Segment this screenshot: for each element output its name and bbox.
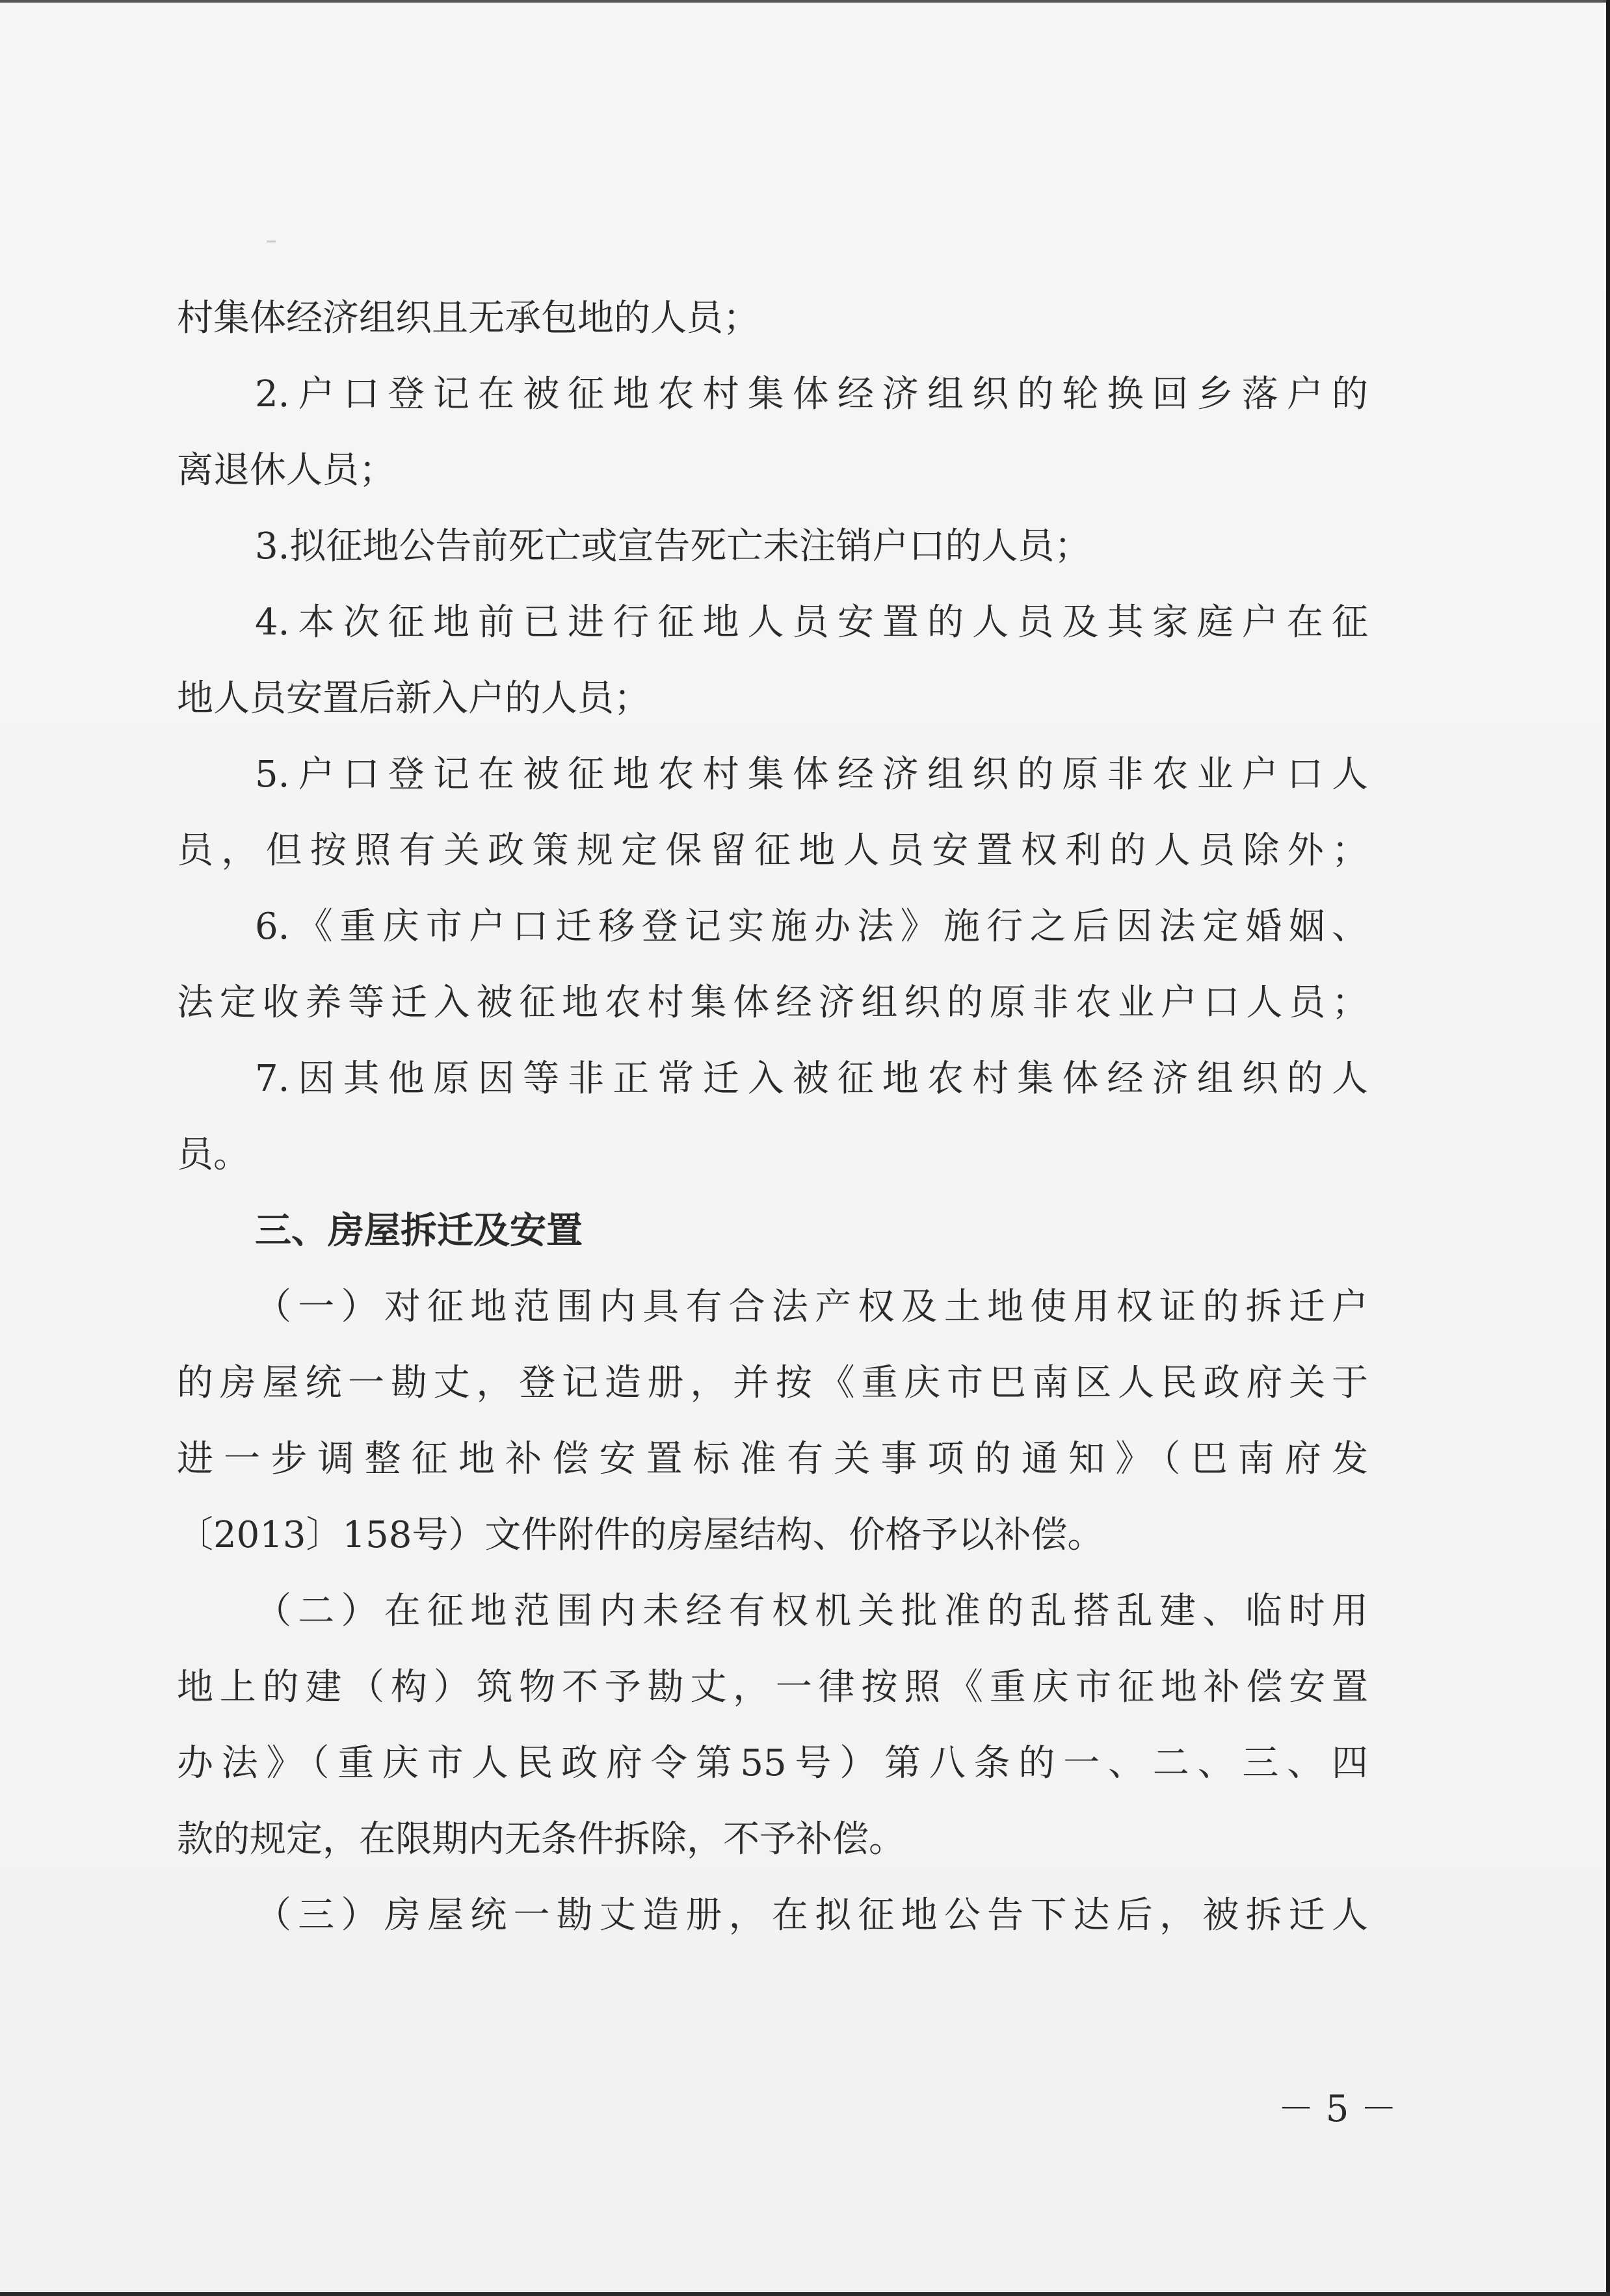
section-heading: 三、房屋拆迁及安置 xyxy=(255,1210,583,1252)
paragraph-2-line-1: （二）在征地范围内未经有权机关批准的乱搭乱建、临时用 xyxy=(255,1590,1368,1632)
list-item-5-line-2: 员，但按照有关政策规定保留征地人员安置权利的人员除外； xyxy=(177,829,1368,872)
scan-edge-bottom xyxy=(0,2292,1610,2296)
list-item-2-line-2: 离退休人员； xyxy=(177,449,395,491)
scan-edge-top xyxy=(0,0,1610,3)
list-item-5-line-1: 5.户口登记在被征地农村集体经济组织的原非农业户口人 xyxy=(255,753,1368,796)
list-item-6-line-2: 法定收养等迁入被征地农村集体经济组织的原非农业户口人员； xyxy=(177,982,1368,1024)
paragraph-1-line-2: 的房屋统一勘丈，登记造册，并按《重庆市巴南区人民政府关于 xyxy=(177,1362,1368,1404)
list-item-4-line-1: 4.本次征地前已进行征地人员安置的人员及其家庭户在征 xyxy=(255,601,1368,644)
paragraph-2-line-4: 款的规定，在限期内无条件拆除，不予补偿。 xyxy=(177,1818,905,1860)
scan-speck xyxy=(267,241,276,242)
paragraph-2-line-3: 办法》（重庆市人民政府令第55号）第八条的一、二、三、四 xyxy=(177,1742,1368,1784)
paragraph-1-line-1: （一）对征地范围内具有合法产权及土地使用权证的拆迁户 xyxy=(255,1286,1368,1328)
list-item-4-line-2: 地人员安置后新入户的人员； xyxy=(177,677,650,720)
paragraph-1-line-3: 进一步调整征地补偿安置标准有关事项的通知》（巴南府发 xyxy=(177,1438,1368,1480)
scan-edge-right xyxy=(1606,0,1610,2296)
paragraph-2-line-2: 地上的建（构）筑物不予勘丈，一律按照《重庆市征地补偿安置 xyxy=(177,1666,1368,1708)
list-item-7-line-1: 7.因其他原因等非正常迁入被征地农村集体经济组织的人 xyxy=(255,1058,1368,1100)
paragraph-1-line-4: 〔2013〕158号）文件附件的房屋结构、价格予以补偿。 xyxy=(177,1514,1104,1556)
list-item-6-line-1: 6.《重庆市户口迁移登记实施办法》施行之后因法定婚姻、 xyxy=(255,906,1368,948)
list-item-3: 3.拟征地公告前死亡或宣告死亡未注销户口的人员； xyxy=(255,525,1091,567)
page-number: － 5 － xyxy=(1278,2088,1397,2130)
paragraph-3-line-1: （三）房屋统一勘丈造册，在拟征地公告下达后，被拆迁人 xyxy=(255,1894,1368,1937)
text-line: 村集体经济组织且无承包地的人员； xyxy=(177,297,759,339)
list-item-2-line-1: 2.户口登记在被征地农村集体经济组织的轮换回乡落户的 xyxy=(255,373,1368,415)
list-item-7-line-2: 员。 xyxy=(177,1134,250,1176)
